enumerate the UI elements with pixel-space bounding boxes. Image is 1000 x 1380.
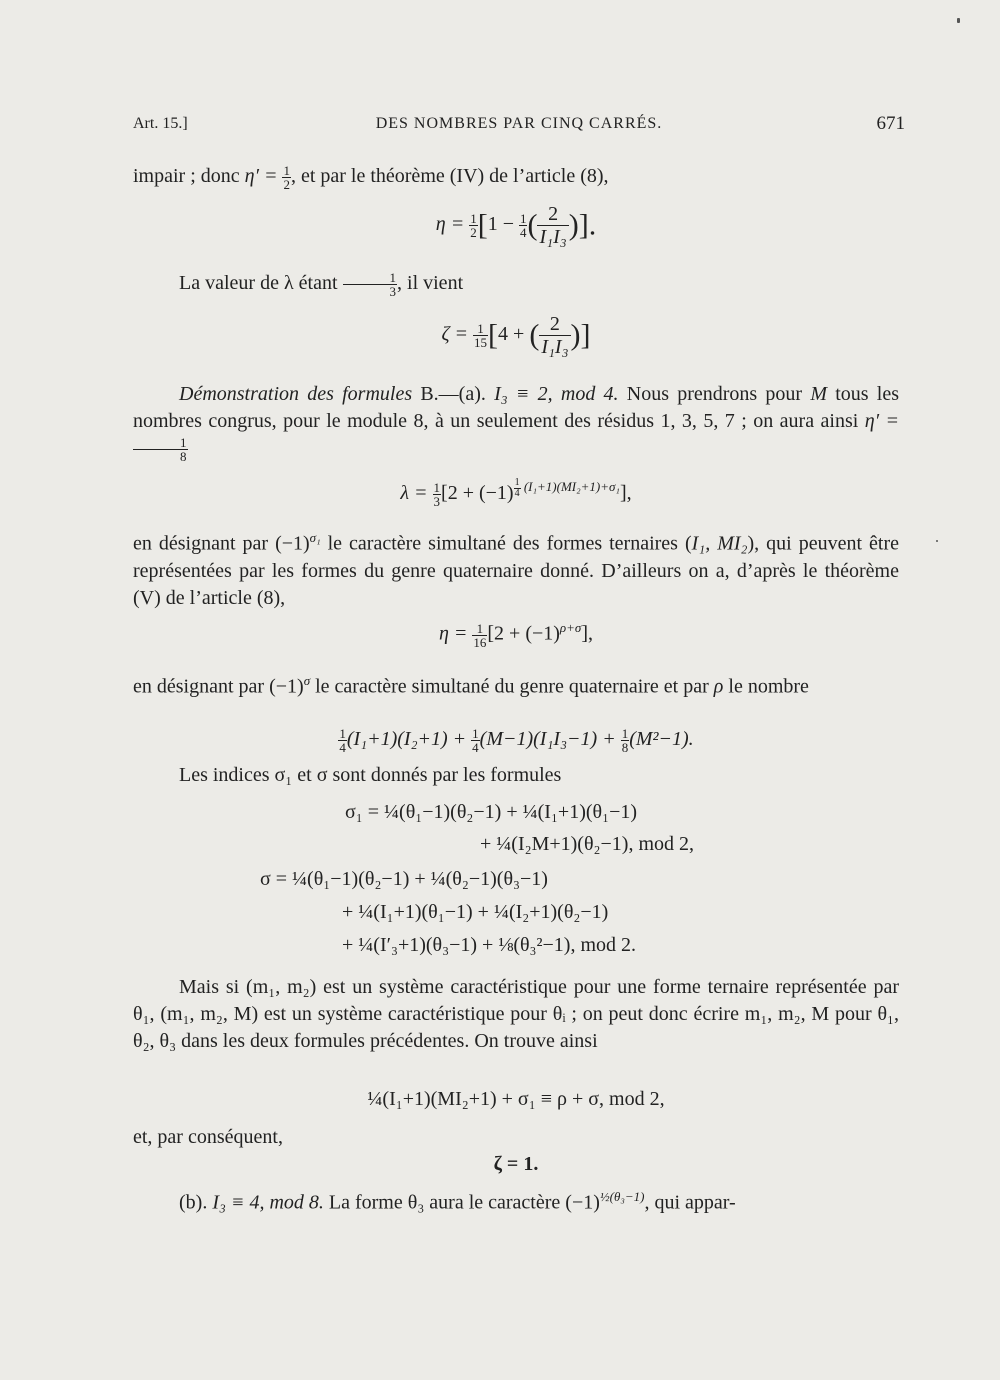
equation-zeta-one: ζ = 1. — [493, 1153, 539, 1175]
text-run: , et par le théorème (IV) de l’article (8), — [290, 165, 609, 187]
text-run: Mais si (m₁, m₂) est un système caractéristique pour une forme ternaire représentée par θ₁, (m₁, m₂, M) est un système caractéristique pour θᵢ ; on peut donc écrire m₁, m₂, M pour θ₁, θ₂, θ₃ dans les deux formules précédentes. On trouve ainsi — [133, 976, 899, 1052]
exponent: 1 4 (I₁+1)(MI₂+1)+σ₁ — [514, 477, 620, 499]
bracket: [ — [477, 208, 488, 242]
math-term: 4 + — [498, 323, 530, 346]
math-lhs: η = — [438, 622, 473, 645]
text-run: le caractère simultané des formes ternaires ( — [320, 532, 692, 555]
exponent: ρ+σ — [559, 620, 582, 635]
fraction-half: $\frac{1}{2}$ — [470, 211, 477, 240]
exponent: ½(θ₃−1) — [599, 1189, 645, 1204]
running-title: DES NOMBRES PAR CINQ CARRÉS. — [375, 115, 663, 132]
paragraph-lambda — [133, 270, 899, 298]
math-m: M — [810, 383, 827, 405]
math-lhs: ζ = — [441, 323, 474, 346]
math-term: [2 + (−1) — [487, 622, 560, 645]
text-run: en désignant par — [133, 532, 276, 555]
fraction-fifteenth: $\frac{1}{15}$ — [474, 321, 488, 350]
text-run: en désignant par — [133, 675, 270, 698]
math-term: ], — [581, 622, 594, 645]
article-reference: Art. 15.] — [133, 115, 188, 132]
text-run: La forme θ₃ aura le caractère (−1) — [323, 1191, 600, 1214]
math-term: (M²−1). — [629, 728, 694, 751]
text-run: impair ; donc — [133, 165, 245, 187]
text-run: le nombre — [723, 675, 809, 698]
exponent: σ — [303, 673, 311, 688]
math-lhs: η = — [435, 213, 470, 236]
text-run: et, par conséquent, — [133, 1126, 283, 1148]
bracket: ] — [580, 318, 591, 352]
fraction-quarter: $\frac{1}{4}$ — [519, 211, 527, 240]
fraction-quarter: $\frac{1}{4}$ — [472, 726, 479, 755]
bracket: [ — [488, 318, 499, 352]
equation-sigma1-line1: σ₁ = ¼(θ₁−1)(θ₂−1) + ¼(I₁+1)(θ₁−1) — [345, 801, 638, 823]
equation-sigma-line1: σ = ¼(θ₁−1)(θ₂−1) + ¼(θ₂−1)(θ₃−1) — [260, 868, 548, 890]
math-term: [2 + (−1) — [441, 482, 514, 505]
scan-speck — [957, 18, 960, 23]
text-run: B.—(a). — [412, 383, 495, 405]
equation-eta-2 — [133, 620, 899, 649]
text-run: , qui appar- — [644, 1191, 736, 1214]
equation-congruence: ¼(I₁+1)(MI₂+1) + σ₁ ≡ ρ + σ, mod 2, — [367, 1088, 665, 1110]
paragraph-impair — [133, 163, 899, 191]
running-header — [133, 113, 905, 143]
text-run: , il vient — [397, 272, 464, 294]
text-run: Les indices σ₁ et σ sont donnés par les formules — [179, 764, 562, 786]
text-run: La valeur de λ étant — [179, 272, 343, 294]
paren: ( — [527, 208, 538, 242]
text-run: le caractère simultané du genre quaternaire et par — [310, 675, 714, 698]
page-number: 671 — [876, 113, 905, 134]
fraction-third: $\frac{1}{3}$ — [343, 271, 398, 298]
text-run: Nous prendrons pour — [618, 383, 811, 405]
equation-lambda — [133, 478, 899, 508]
fraction-sixteenth: $\frac{1}{16}$ — [473, 620, 487, 650]
text-run: ), qui peuvent être représentées par les formes du genre quaternaire donné. D’ailleurs on a, d’après le théorème (V) de l’article (8), — [133, 532, 900, 609]
paragraph-characteristic-system — [133, 974, 899, 1055]
math-congruence: I₃ ≡ 2, mod 4. — [494, 383, 619, 405]
paragraph-indices — [133, 762, 899, 789]
equation-sigma1-line2: + ¼(I₂M+1)(θ₂−1), mod 2, — [480, 833, 695, 855]
equation-rho-expression — [133, 727, 899, 754]
exponent: σ₁ — [309, 530, 321, 545]
math-term: ], — [619, 482, 632, 505]
paragraph-demonstration — [133, 381, 899, 463]
math-term: 1 − — [487, 213, 519, 236]
math-term: (M−1)(I₁I₃−1) + — [479, 728, 621, 751]
math-lhs: λ = — [400, 482, 433, 505]
fraction-half: $\frac{1}{2}$ — [283, 162, 290, 192]
paren: ) — [568, 208, 579, 242]
paragraph-rho — [133, 667, 899, 701]
math-term: I₁, MI₂ — [691, 532, 748, 555]
fraction-quarter: $\frac{1}{4}$ — [514, 477, 520, 499]
text-run: tous les nombres congrus, pour le module 8, à un seulement des résidus 1, 3, 5, 7 ; on aura ainsi — [133, 383, 899, 432]
equation-sigma-line3: + ¼(I′₃+1)(θ₃−1) + ⅛(θ₃²−1), mod 2. — [342, 934, 637, 956]
italic-heading: Démonstration des formules — [179, 383, 413, 405]
fraction-third: $\frac{1}{3}$ — [433, 480, 441, 510]
legendre-symbol: $\frac{2}{\text{I₁I₃}}$ — [539, 203, 567, 248]
scan-speck — [936, 540, 938, 542]
math-term: (−1) — [269, 675, 304, 698]
fraction-eighth: $\frac{1}{8}$ — [133, 436, 188, 463]
fraction-quarter: $\frac{1}{4}$ — [339, 726, 346, 755]
legendre-symbol: $\frac{2}{\text{I₁I₃}}$ — [541, 313, 569, 358]
equation-sigma-line2: + ¼(I₁+1)(θ₁−1) + ¼(I₂+1)(θ₂−1) — [342, 901, 609, 923]
paren: ( — [529, 318, 540, 352]
math-term: (I₁+1)(I₂+1) + — [346, 728, 472, 751]
equation-eta — [133, 203, 899, 248]
math-eta-prime: η′ = — [244, 165, 283, 187]
case-label: (b). — [179, 1191, 213, 1214]
paragraph-sigma1 — [133, 524, 899, 612]
equation-zeta — [133, 313, 899, 358]
math-eta-prime: η′ = — [864, 410, 900, 432]
paragraph-case-b — [133, 1183, 899, 1217]
paren: ) — [570, 318, 581, 352]
paragraph-consequently — [133, 1124, 899, 1151]
math-rho: ρ — [713, 675, 724, 698]
bracket: ]. — [578, 208, 597, 242]
fraction-eighth: $\frac{1}{8}$ — [621, 726, 629, 755]
math-term: (−1) — [275, 532, 310, 555]
math-congruence: I₃ ≡ 4, mod 8. — [212, 1191, 324, 1214]
